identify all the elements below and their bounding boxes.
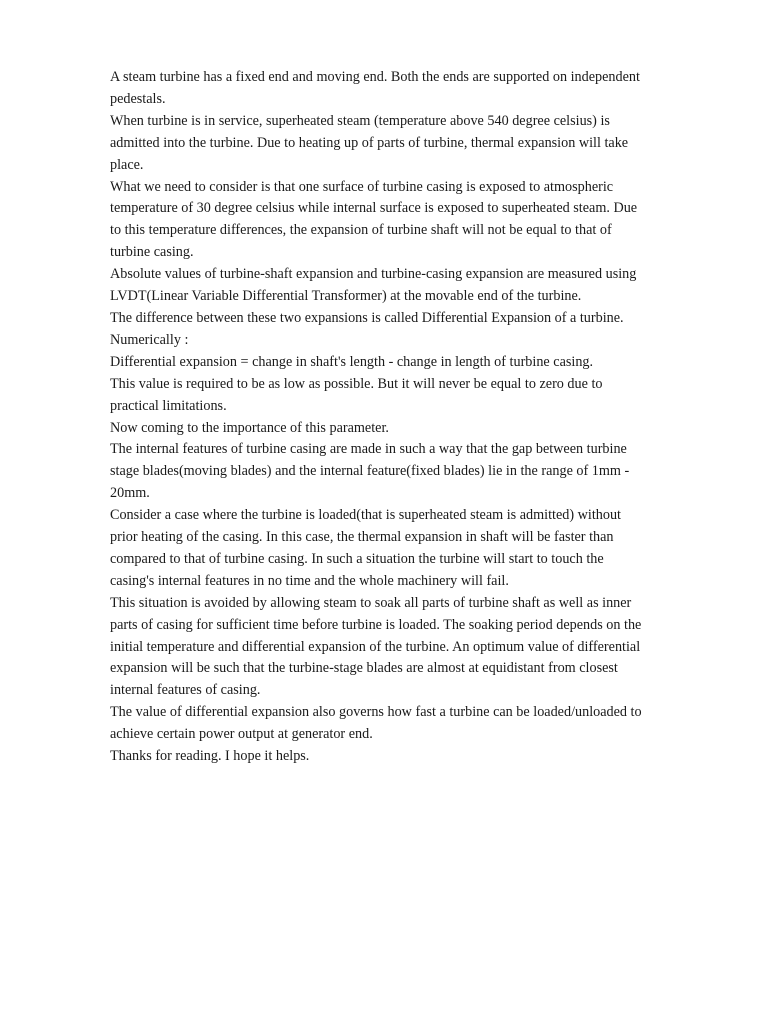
paragraph-4: Absolute values of turbine-shaft expansion and turbine-casing expansion are measured using LVDT(Linear Variable Differential Transformer) at the movable end of the turbine. <box>110 266 637 305</box>
paragraph-13: The value of differential expansion also governs how fast a turbine can be loaded/unloaded to achieve certain power output at generator end. <box>110 704 642 743</box>
paragraph-1: A steam turbine has a fixed end and moving end. Both the ends are supported on independent pedestals. <box>110 69 640 107</box>
paragraph-2: When turbine is in service, superheated steam (temperature above 540 degree celsius) is admitted into the turbine. Due to heating up of parts of turbine, thermal expansion will take place. <box>110 112 629 173</box>
paragraph-5: The difference between these two expansions is called Differential Expansion of a turbine. <box>110 309 624 326</box>
paragraph-6: Numerically : <box>110 331 189 348</box>
paragraph-3: What we need to consider is that one surface of turbine casing is exposed to atmospheric temperature of 30 degree celsius while internal surface is exposed to superheated steam. Due to this temperature differences, the expansion of turbine shaft will not be equal to that of turbine casing. <box>110 178 638 261</box>
paragraph-11: Consider a case where the turbine is loaded(that is superheated steam is admitted) without prior heating of the casing. In this case, the thermal expansion in shaft will be faster than compared to that of turbine casing. In such a situation the turbine will start to touch the casing's internal features in no time and the whole machinery will fail. <box>110 507 621 589</box>
paragraph-12: This situation is avoided by allowing steam to soak all parts of turbine shaft as well as inner parts of casing for sufficient time before turbine is loaded. The soaking period depends on the initial temperature and differential expansion of the turbine. An optimum value of differential expansion will be such that the turbine-stage blades are almost at equidistant from closest internal features of casing. <box>110 594 642 699</box>
paragraph-9: Now coming to the importance of this parameter. <box>110 419 389 436</box>
paragraph-8: This value is required to be as low as possible. But it will never be equal to zero due to practical limitations. <box>110 375 603 414</box>
paragraph-10: The internal features of turbine casing are made in such a way that the gap between turbine stage blades(moving blades) and the internal feature(fixed blades) lie in the range of 1mm - 20mm. <box>110 441 630 502</box>
paragraph-7: Differential expansion = change in shaft's length - change in length of turbine casing. <box>110 353 594 370</box>
document-body <box>110 67 650 768</box>
paragraph-14: Thanks for reading. I hope it helps. <box>110 748 310 765</box>
